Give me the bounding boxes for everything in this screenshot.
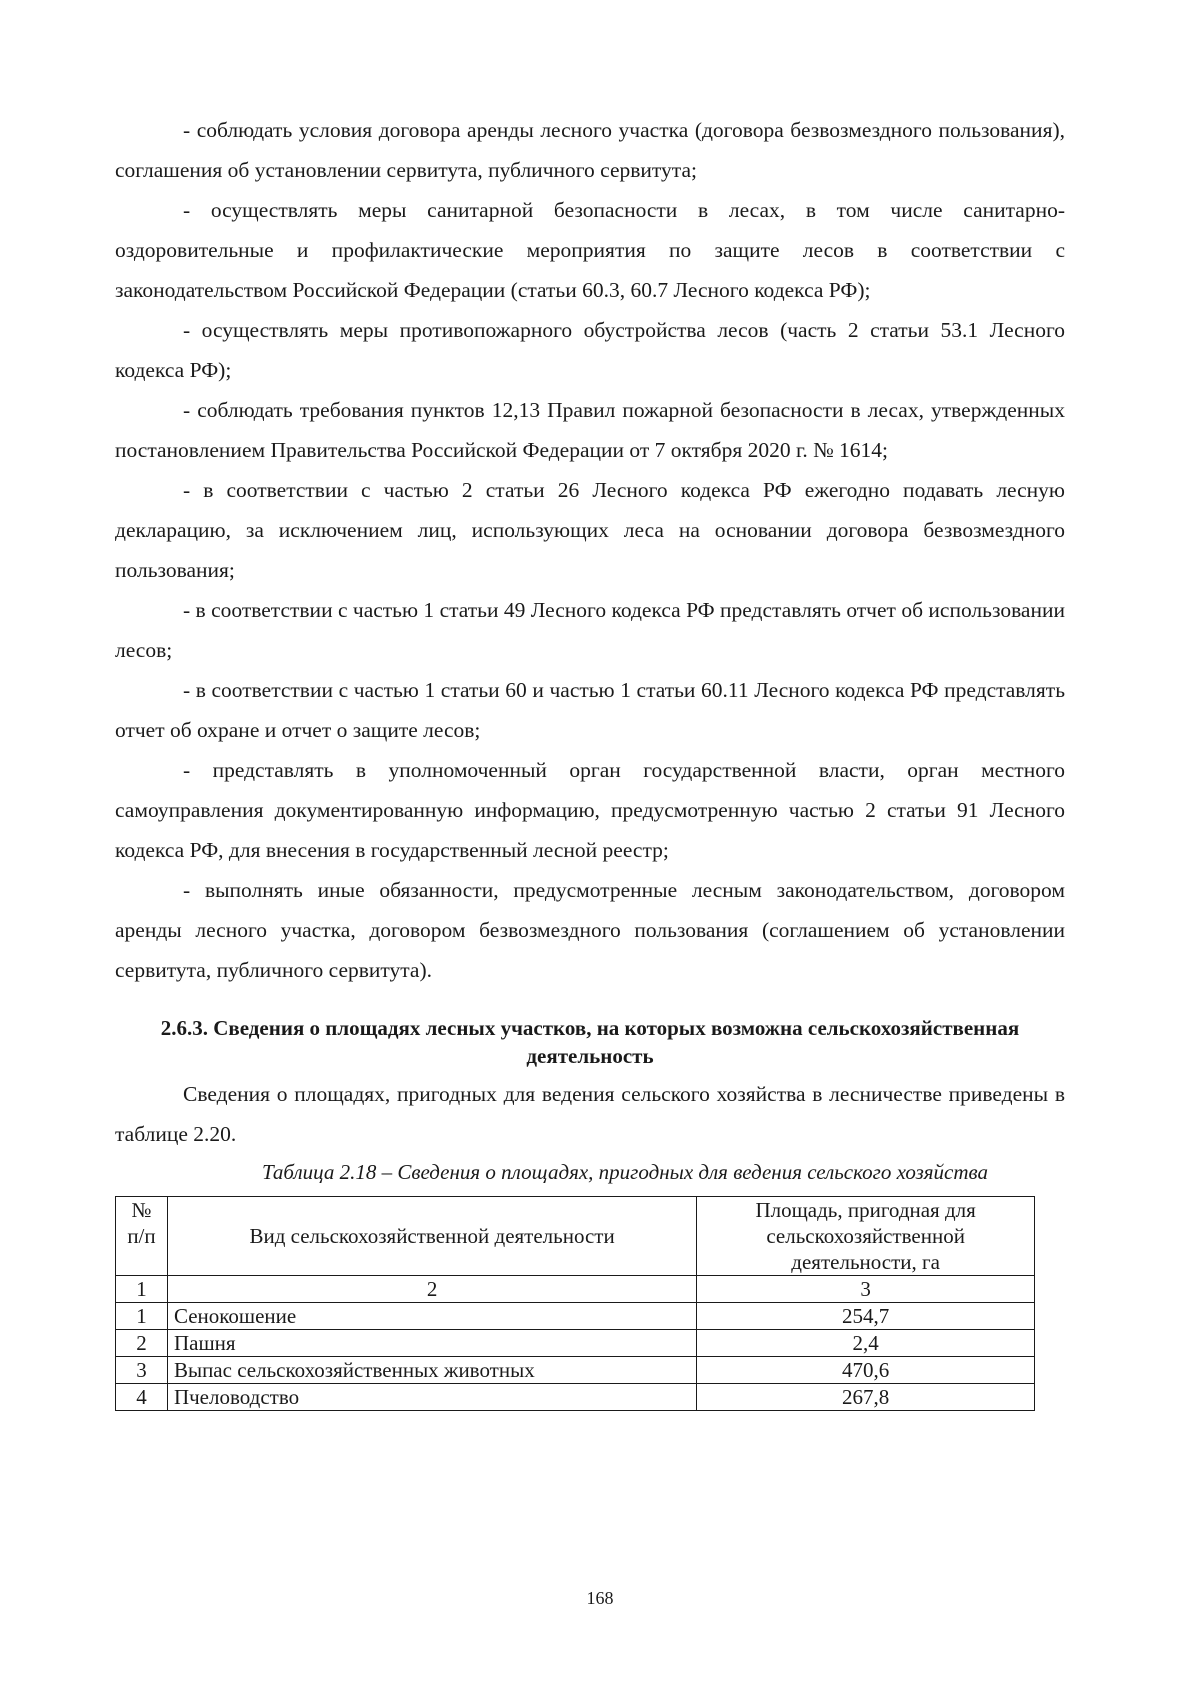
header-number: № п/п <box>116 1197 168 1276</box>
row-area: 254,7 <box>697 1303 1035 1330</box>
header-activity-type: Вид сельскохозяйственной деятельности <box>167 1197 696 1276</box>
table-row <box>116 1330 1035 1357</box>
section-intro: Сведения о площадях, пригодных для ведения сельского хозяйства в лесничестве приведены в таблице 2.20. <box>115 1082 1065 1146</box>
row-activity-type: Выпас сельскохозяйственных животных <box>167 1357 696 1384</box>
paragraph-fire-safety-rules: - соблюдать требования пунктов 12,13 Правил пожарной безопасности в лесах, утвержденных постановлением Правительства Российской Федерации от 7 октября 2020 г. № 1614; <box>115 398 1065 462</box>
paragraph-lease-terms: - соблюдать условия договора аренды лесного участка (договора безвозмездного пользования), соглашения об установлении сервитута, публичного сервитута; <box>115 118 1065 182</box>
paragraph-forest-registry: - представлять в уполномоченный орган государственной власти, орган местного самоуправления документированную информацию, предусмотренную частью 2 статьи 91 Лесного кодекса РФ, для внесения в государственный лесной реестр; <box>115 758 1065 862</box>
table-header-row <box>116 1197 1035 1276</box>
row-activity-type: Сенокошение <box>167 1303 696 1330</box>
column-number-3: 3 <box>697 1276 1035 1303</box>
table-row <box>116 1303 1035 1330</box>
row-number: 4 <box>116 1384 168 1411</box>
table-row <box>116 1384 1035 1411</box>
row-number: 3 <box>116 1357 168 1384</box>
row-area: 2,4 <box>697 1330 1035 1357</box>
paragraph-protection-report: - в соответствии с частью 1 статьи 60 и частью 1 статьи 60.11 Лесного кодекса РФ представлять отчет об охране и отчет о защите лесов; <box>115 678 1065 742</box>
page-number: 168 <box>586 1588 614 1608</box>
table-row <box>116 1357 1035 1384</box>
row-activity-type: Пашня <box>167 1330 696 1357</box>
row-number: 2 <box>116 1330 168 1357</box>
paragraph-fire-prevention: - осуществлять меры противопожарного обустройства лесов (часть 2 статьи 53.1 Лесного кодекса РФ); <box>115 318 1065 382</box>
header-area: Площадь, пригодная для сельскохозяйственной деятельности, га <box>697 1197 1035 1276</box>
row-activity-type: Пчеловодство <box>167 1384 696 1411</box>
agriculture-area-table <box>115 1196 1035 1411</box>
row-area: 470,6 <box>697 1357 1035 1384</box>
column-number-1: 1 <box>116 1276 168 1303</box>
paragraph-other-obligations: - выполнять иные обязанности, предусмотренные лесным законодательством, договором аренды лесного участка, договором безвозмездного пользования (соглашением об установлении сервитута, публичного сервитута). <box>115 878 1065 982</box>
table-column-number-row <box>116 1276 1035 1303</box>
paragraph-forest-declaration: - в соответствии с частью 2 статьи 26 Лесного кодекса РФ ежегодно подавать лесную декларацию, за исключением лиц, использующих леса на основании договора безвозмездного пользования; <box>115 478 1065 582</box>
row-area: 267,8 <box>697 1384 1035 1411</box>
document-page <box>115 110 1065 1411</box>
column-number-2: 2 <box>167 1276 696 1303</box>
section-heading: 2.6.3. Сведения о площадях лесных участков, на которых возможна сельскохозяйственная деятельность <box>160 1016 1020 1068</box>
table-caption: Таблица 2.18 – Сведения о площадях, пригодных для ведения сельского хозяйства <box>261 1160 989 1184</box>
row-number: 1 <box>116 1303 168 1330</box>
paragraph-sanitary-measures: - осуществлять меры санитарной безопасности в лесах, в том числе санитарно-оздоровительные и профилактические мероприятия по защите лесов в соответствии с законодательством Российской Федерации (статьи 60.3, 60.7 Лесного кодекса РФ); <box>115 198 1065 302</box>
paragraph-usage-report: - в соответствии с частью 1 статьи 49 Лесного кодекса РФ представлять отчет об использовании лесов; <box>115 598 1065 662</box>
